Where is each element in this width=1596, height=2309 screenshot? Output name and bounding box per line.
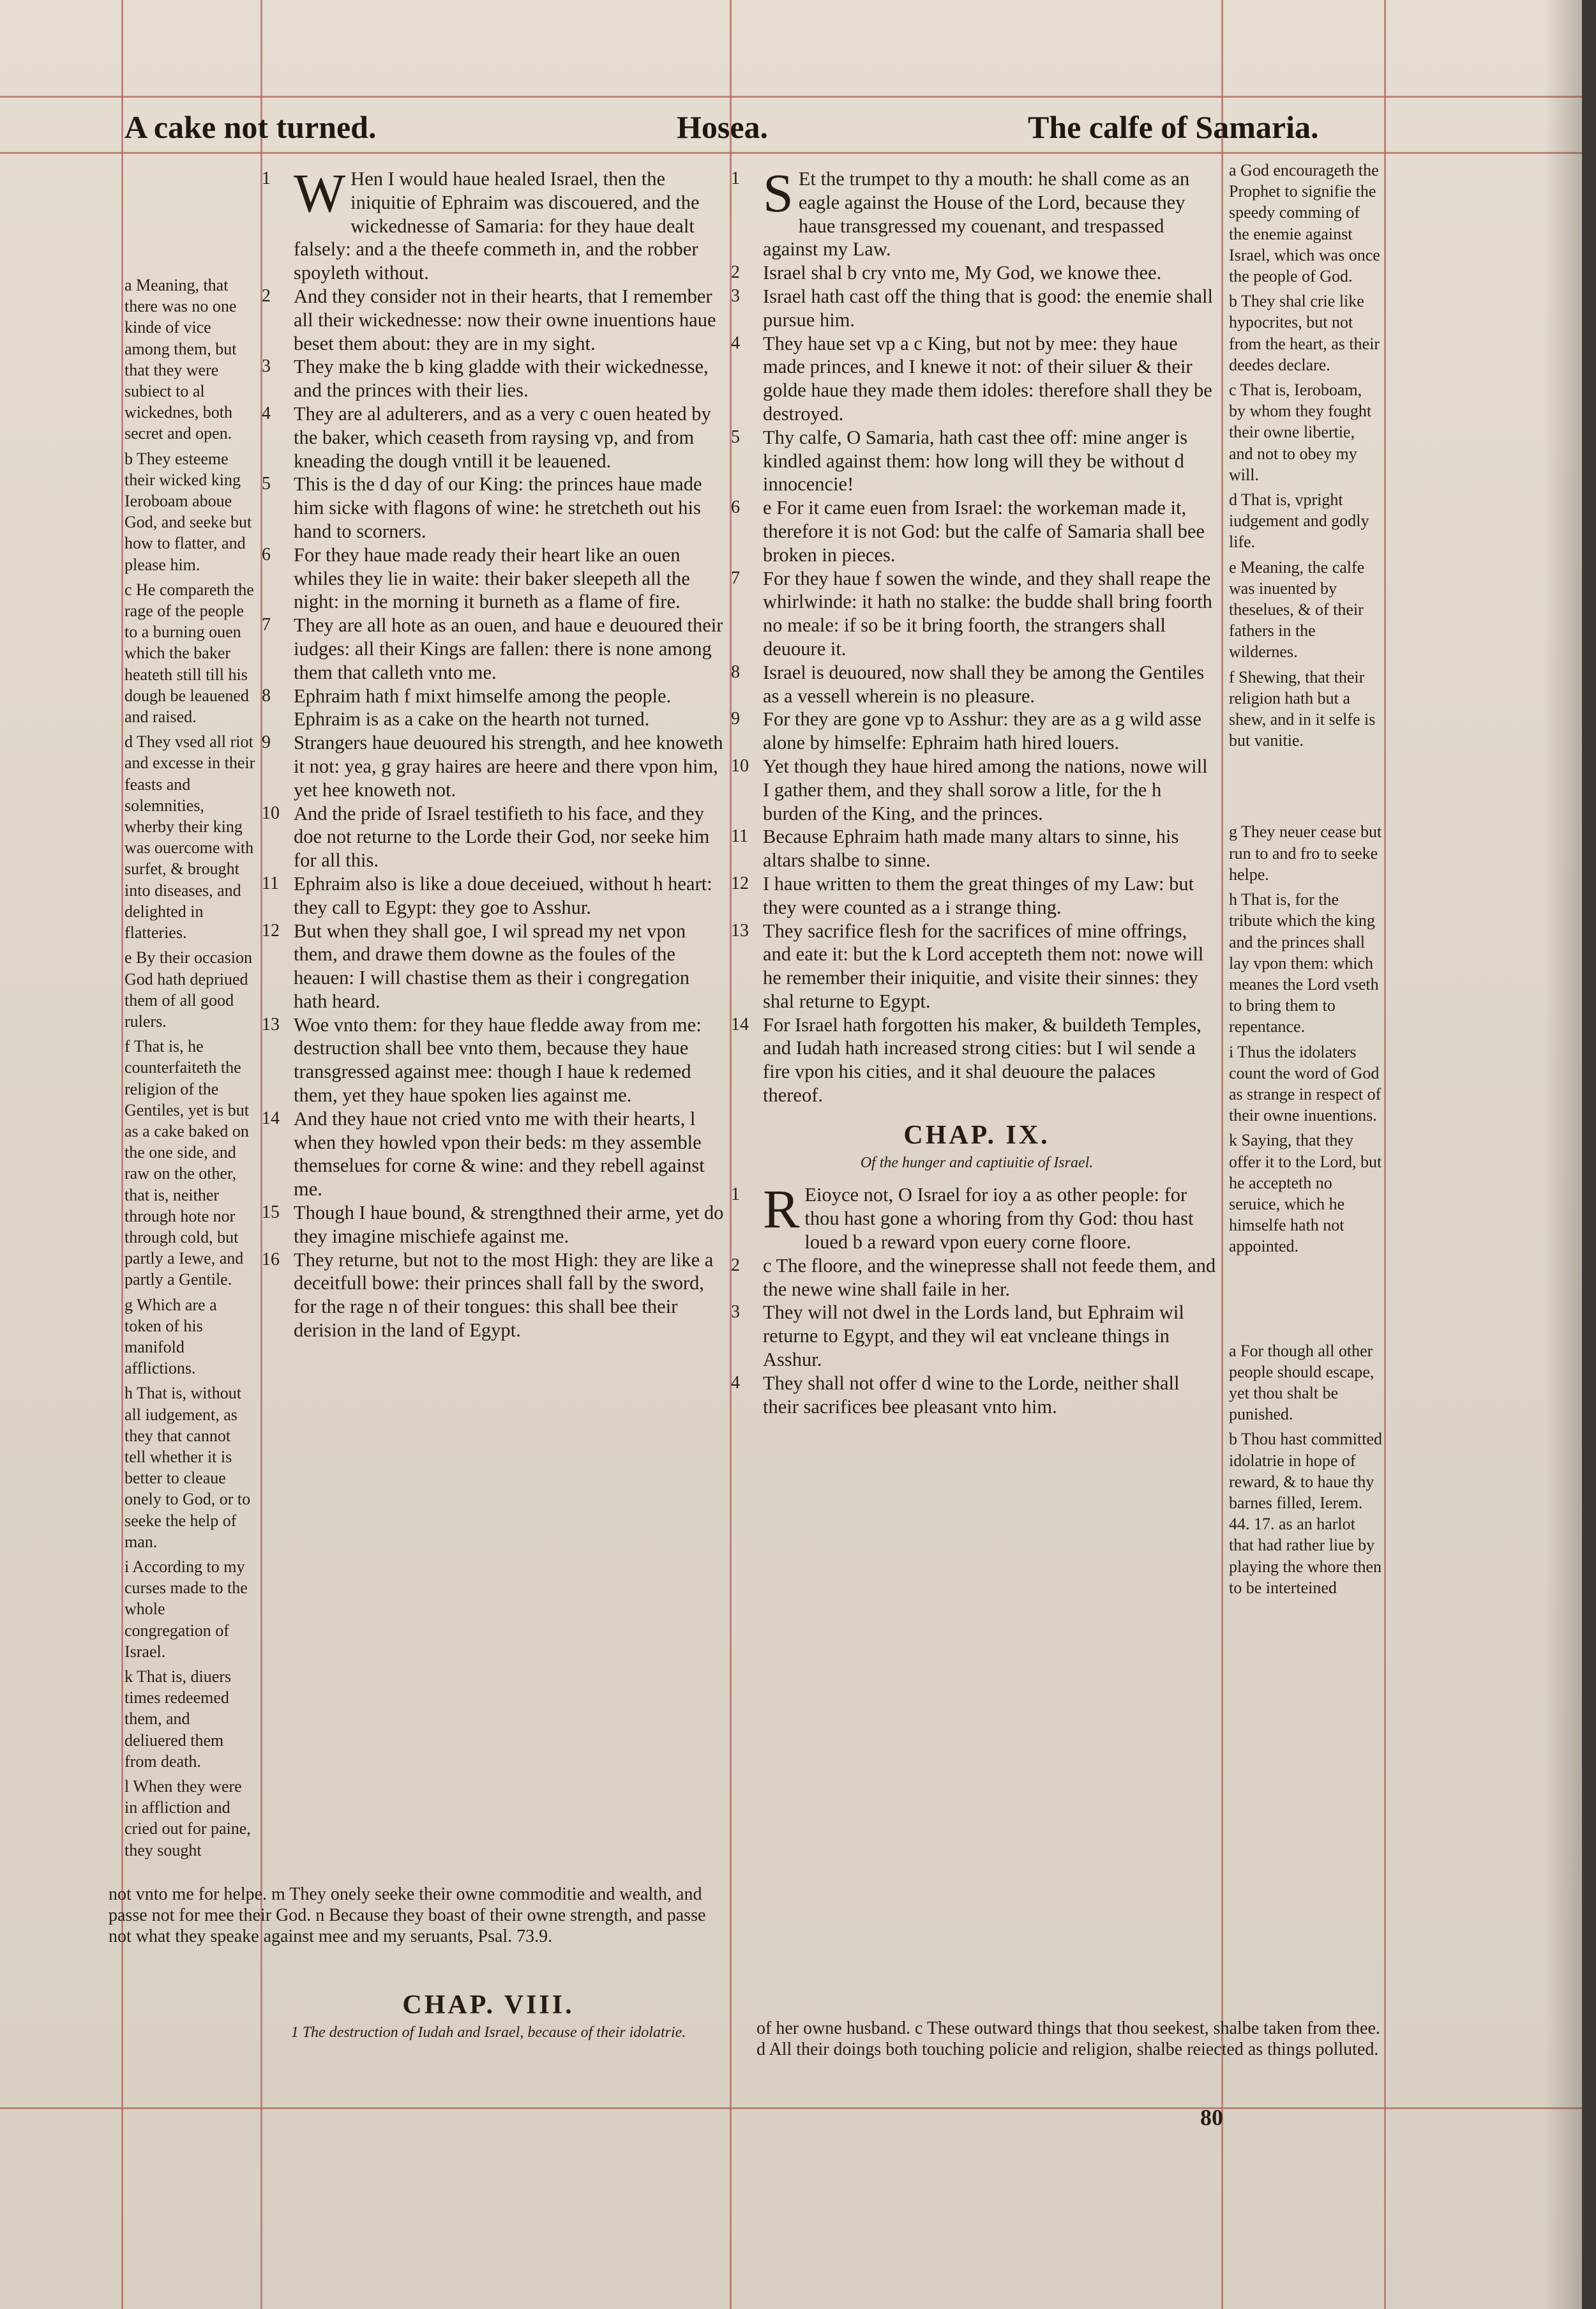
verse-text: Ephraim hath f mixt himselfe among the people. Ephraim is as a cake on the hearth not turned. [294, 685, 672, 731]
verse-number: 3 [731, 1302, 740, 1322]
verse [731, 426, 1216, 496]
margin-note: h That is, without all iudgement, as they that cannot tell whether it is better to cleaue onely to God, or to seeke the help of man. [124, 1384, 251, 1551]
verse [262, 802, 725, 872]
verse-number: 3 [731, 285, 740, 306]
verse-text: c The floore, and the winepresse shall not feede them, and the newe wine shall faile in her. [763, 1254, 1216, 1300]
verse-text: They are all hote as an ouen, and haue e deuoured their iudges: all their Kings are fallen: there is none among them that calleth vnto me. [294, 614, 723, 683]
verse-text: And the pride of Israel testifieth to his face, and they doe not returne to the Lorde their God, nor seeke him for all this. [294, 802, 710, 872]
verse-number: 5 [731, 427, 740, 447]
verse-number: 4 [731, 333, 740, 353]
verse-text: They sacrifice flesh for the sacrifices of mine offrings, and eate it: but the k Lord accepteth them not: nowe will he remember their iniquitie, and visite their sinnes: they shal returne to Egypt. [763, 920, 1204, 1012]
footnote-right: of her owne husband. c These outward things that thou seekest, shalbe taken from thee. d All their doings both touching policie and religion, shalbe reiected as things polluted. [757, 2018, 1380, 2059]
margin-note: a For though all other people should escape, yet thou shalt be punished. [1229, 1341, 1374, 1424]
verse-number: 4 [262, 403, 271, 423]
verse-text: They make the b king gladde with their wickednesse, and the princes with their lies. [294, 356, 709, 402]
margin-note: h That is, for the tribute which the king and the princes shall lay vpon them: which meanes the Lord vseth to bring them to repentance. [1229, 890, 1379, 1036]
verse-text: For Israel hath forgotten his maker, & buildeth Temples, and Iudah hath increased strong cities: but I wil sende a fire vpon his cities, and it shal deuoure the palaces thereof. [763, 1013, 1201, 1107]
verse [731, 1178, 1216, 1253]
verse [262, 614, 725, 684]
verse-text: Hen I would haue healed Israel, then the iniquitie of Ephraim was discouered, and the wickednesse of Samaria: for they haue dealt falsely: and a the theefe commeth in, and the robber spoyleth without. [294, 168, 700, 284]
right-text-column [731, 162, 1216, 1418]
verse [262, 355, 725, 402]
verse [262, 920, 725, 1013]
verse [262, 285, 725, 355]
margin-note: a Meaning, that there was no one kinde of vice among them, but that they were subiect to al wickednes, both secret and open. [124, 276, 237, 443]
verse-text: They will not dwel in the Lords land, but Ephraim wil returne to Egypt, and they wil eat vncleane things in Asshur. [763, 1301, 1184, 1371]
rule-vertical-left-outer [121, 0, 123, 2309]
verse [262, 731, 725, 801]
verse [731, 1254, 1216, 1301]
verse-number: 8 [731, 662, 740, 682]
verse-text: They are al adulterers, and as a very c ouen heated by the baker, which ceaseth from raysing vp, and from kneading the dough vntill it be leauened. [294, 402, 711, 472]
margin-note: i According to my curses made to the whole congregation of Israel. [124, 1557, 248, 1661]
chapter-argument: Of the hunger and captiuitie of Israel. [860, 1154, 1094, 1171]
verse [731, 1372, 1216, 1419]
margin-note: f That is, he counterfaiteth the religion of the Gentiles, yet is but as a cake baked on the one side, and raw on the other, that is, neither through hote nor through cold, but partly a Iewe, and partly a Gentile. [124, 1037, 249, 1289]
verse-number: 5 [262, 474, 271, 494]
margin-note: a God encourageth the Prophet to signifie the speedy comming of the enemie against Israel, which was once the people of God. [1229, 161, 1380, 286]
verse-text: Israel shal b cry vnto me, My God, we knowe thee. [763, 262, 1162, 284]
margin-note: d They vsed all riot and excesse in their feasts and solemnities, wherby their king was ouercome with surfet, & brought into diseases, and delighted in flatteries. [124, 732, 255, 943]
rule-vertical-right-outer [1384, 0, 1386, 2309]
running-header-book: Hosea. [677, 109, 769, 145]
verse-text: For they haue f sowen the winde, and they shall reape the whirlwinde: it hath no stalke: the budde shall bring foorth no meale: if so be it bring foorth, the strangers shall deuoure it. [763, 567, 1212, 660]
verse [731, 661, 1216, 708]
margin-note: e By their occasion God hath depriued them of all good rulers. [124, 948, 252, 1031]
verse [262, 685, 725, 732]
verse-text: This is the d day of our King: the princes haue made him sicke with flagons of wine: he stretcheth out his hand to scorners. [294, 473, 702, 542]
verse-number: 15 [262, 1202, 280, 1223]
margin-note: b They shal crie like hypocrites, but not from the heart, as their deedes declare. [1229, 292, 1380, 374]
verse [731, 1301, 1216, 1371]
margin-note: b Thou hast committed idolatrie in hope of reward, & to haue thy barnes filled, Ierem. 44. 17. as an harlot that had rather liue by playing the whore then to be interteined [1229, 1430, 1382, 1597]
verse-number: 13 [731, 920, 749, 941]
verse [262, 1013, 725, 1107]
verse-text: They returne, but not to the most High: they are like a deceitfull bowe: their princes shall fall by the sword, for the rage n of their tongues: this shall bee their derision in the land of Egypt. [294, 1248, 714, 1342]
running-header-left: A cake not turned. [124, 109, 377, 145]
verse-text: But when they shall goe, I wil spread my net vpon them, and drawe them downe as the foules of the heauen: I will chastise them as their i congregation hath heard. [294, 920, 689, 1012]
verse-number: 12 [262, 920, 280, 941]
verse-text: They haue set vp a c King, but not by mee: they haue made princes, and I knewe it not: of their siluer & their golde haue they made them idoles: therefore shall they be destroyed. [763, 332, 1212, 425]
verse-number: 1 [731, 169, 740, 188]
verse-number: 14 [262, 1108, 280, 1128]
verse-number: 7 [262, 615, 271, 635]
verse-text: And they haue not cried vnto me with their hearts, l when they howled vpon their beds: m they assemble themselues for corne & wine: and they rebell against me. [294, 1107, 705, 1200]
verse-text: Israel hath cast off the thing that is good: the enemie shall pursue him. [763, 285, 1213, 331]
verse-text: Et the trumpet to thy a mouth: he shall come as an eagle against the House of the Lord, because they haue transgressed my couenant, and trespassed against my Law. [763, 168, 1190, 261]
verse [262, 473, 725, 543]
verse [262, 1107, 725, 1201]
verse [262, 402, 725, 473]
rule-vertical-right-inner [1221, 0, 1223, 2309]
verse-text: And they consider not in their hearts, that I remember all their wickednesse: now their owne inuentions haue beset them about: they are in my sight. [294, 285, 716, 354]
verse-number: 13 [262, 1014, 280, 1034]
verse [731, 708, 1216, 755]
verse [262, 872, 725, 920]
verse-number: 1 [262, 169, 271, 188]
verse-text: Thy calfe, O Samaria, hath cast thee off: mine anger is kindled against them: how long will they be without d innocencie! [763, 426, 1188, 496]
verse [731, 162, 1216, 261]
verse [731, 825, 1216, 872]
verse-number: 8 [262, 685, 271, 706]
margin-note: g Which are a token of his manifold afflictions. [124, 1295, 217, 1378]
verse-number: 16 [262, 1249, 280, 1269]
drop-cap: S [763, 162, 794, 223]
verse-text: Israel is deuoured, now shall they be among the Gentiles as a vessell wherein is no pleasure. [763, 661, 1205, 707]
drop-cap: W [294, 162, 346, 223]
verse-text: For they haue made ready their heart like an ouen whiles they lie in waite: their baker sleepeth all the night: in the morning it burneth as a flame of fire. [294, 543, 690, 613]
verse-text: e For it came euen from Israel: the workeman made it, therefore it is not God: but the calfe of Samaria shall bee broken in pieces. [763, 497, 1205, 566]
verse [731, 332, 1216, 426]
verse [731, 755, 1216, 825]
verse-number: 2 [262, 285, 271, 306]
verse-text: Woe vnto them: for they haue fledde away from me: destruction shall bee vnto them, because they haue transgressed against mee: though I haue k redemed them, yet they haue spoken lies against me. [294, 1013, 702, 1107]
chapter-8-heading-block [255, 1973, 721, 2050]
verse [262, 543, 725, 614]
verse-text: For they are gone vp to Asshur: they are as a g wild asse alone by himselfe: Ephraim hath hired louers. [763, 708, 1201, 754]
verse-number: 10 [262, 803, 280, 823]
verse [262, 1201, 725, 1248]
verse-text: Yet though they haue hired among the nations, nowe will I gather them, and they shall sorow a litle, for the h burden of the King, and the princes. [763, 755, 1208, 824]
verse-text: Because Ephraim hath made many altars to sinne, his altars shalbe to sinne. [763, 826, 1179, 872]
verse-number: 1 [731, 1185, 740, 1205]
verse [731, 920, 1216, 1013]
verse-text: I haue written to them the great thinges of my Law: but they were counted as a i strange thing. [763, 872, 1194, 918]
rule-vertical-left-inner [260, 0, 262, 2309]
verse [731, 285, 1216, 332]
margin-note: e Meaning, the calfe was inuented by theselues, & of their fathers in the wildernes. [1229, 557, 1365, 662]
margin-note: i Thus the idolaters count the word of God as strange in respect of their owne inuentions. [1229, 1042, 1381, 1125]
verse-number: 11 [262, 873, 279, 893]
chapter-heading: CHAP. IX. [903, 1120, 1050, 1150]
verse-text: Eioyce not, O Israel for ioy a as other people: for thou hast gone a whoring from thy God: thou hast loued b a reward vpon euery corne floore. [804, 1184, 1194, 1253]
verse-number: 6 [731, 497, 740, 518]
verse-number: 4 [731, 1372, 740, 1393]
verse-number: 2 [731, 1255, 740, 1275]
margin-note: k That is, diuers times redeemed them, and deliuered them from death. [124, 1667, 232, 1771]
verse [731, 872, 1216, 920]
margin-note: l When they were in affliction and cried out for paine, they sought [124, 1777, 251, 1859]
chapter-heading: CHAP. VIII. [402, 1990, 575, 2020]
verse [731, 1013, 1216, 1107]
left-margin-notes [124, 275, 255, 1865]
verse-number: 10 [731, 755, 749, 776]
verse-text: Though I haue bound, & strengthned their arme, yet do they imagine mischiefe against me. [294, 1202, 724, 1247]
verse-number: 9 [262, 732, 271, 753]
footnote-left: not vnto me for helpe. m They onely seeke their owne commoditie and wealth, and passe not for mee their God. n Because they boast of their owne strength, and passe not what they speake against mee and my seruants, Psal. 73.9. [109, 1884, 706, 1946]
verse-number: 11 [731, 826, 748, 847]
margin-note: b They esteeme their wicked king Ieroboam aboue God, and seeke but how to flatter, and please him. [124, 449, 252, 574]
verse-text: Strangers haue deuoured his strength, and hee knoweth it not: yea, g gray haires are heere and there vpon him, yet hee knoweth not. [294, 732, 723, 801]
verse-number: 14 [731, 1014, 749, 1034]
verse [262, 1248, 725, 1342]
verse-number: 9 [731, 709, 740, 729]
running-header-right: The calfe of Samaria. [1028, 109, 1319, 145]
verse [731, 567, 1216, 661]
margin-note: g They neuer cease but run to and fro to seeke helpe. [1229, 822, 1382, 884]
margin-note: c That is, Ieroboam, by whom they fought their owne libertie, and not to obey my will. [1229, 381, 1372, 484]
verse [731, 261, 1216, 285]
verse-text: They shall not offer d wine to the Lorde, neither shall their sacrifices bee pleasant vnto him. [763, 1372, 1180, 1418]
verse-number: 7 [731, 568, 740, 588]
verse-number: 2 [731, 262, 740, 283]
verse-number: 6 [262, 544, 271, 564]
chapter-argument: 1 The destruction of Iudah and Israel, because of their idolatrie. [290, 2024, 686, 2041]
drop-cap: R [763, 1178, 800, 1240]
left-text-column [262, 162, 725, 1342]
verse-text: Ephraim also is like a doue deceiued, without h heart: they call to Egypt: they goe to Asshur. [294, 872, 712, 918]
verse [262, 162, 725, 285]
page-number: 80 [1200, 2105, 1223, 2130]
rule-horizontal-bottom [0, 2107, 1582, 2109]
margin-note: c He compareth the rage of the people to a burning ouen which the baker heateth still till his dough be leauened and raised. [124, 580, 254, 727]
margin-note: d That is, vpright iudgement and godly life. [1229, 490, 1369, 552]
right-margin-notes [1229, 160, 1382, 1602]
rule-horizontal-top [0, 96, 1582, 98]
margin-note: k Saying, that they offer it to the Lord, but he accepteth no seruice, which he himselfe hath not appointed. [1229, 1131, 1382, 1256]
verse-number: 12 [731, 873, 749, 893]
verse-number: 3 [262, 356, 271, 377]
margin-note: f Shewing, that their religion hath but a shew, and in it selfe is but vanitie. [1229, 667, 1376, 750]
verse [731, 496, 1216, 566]
